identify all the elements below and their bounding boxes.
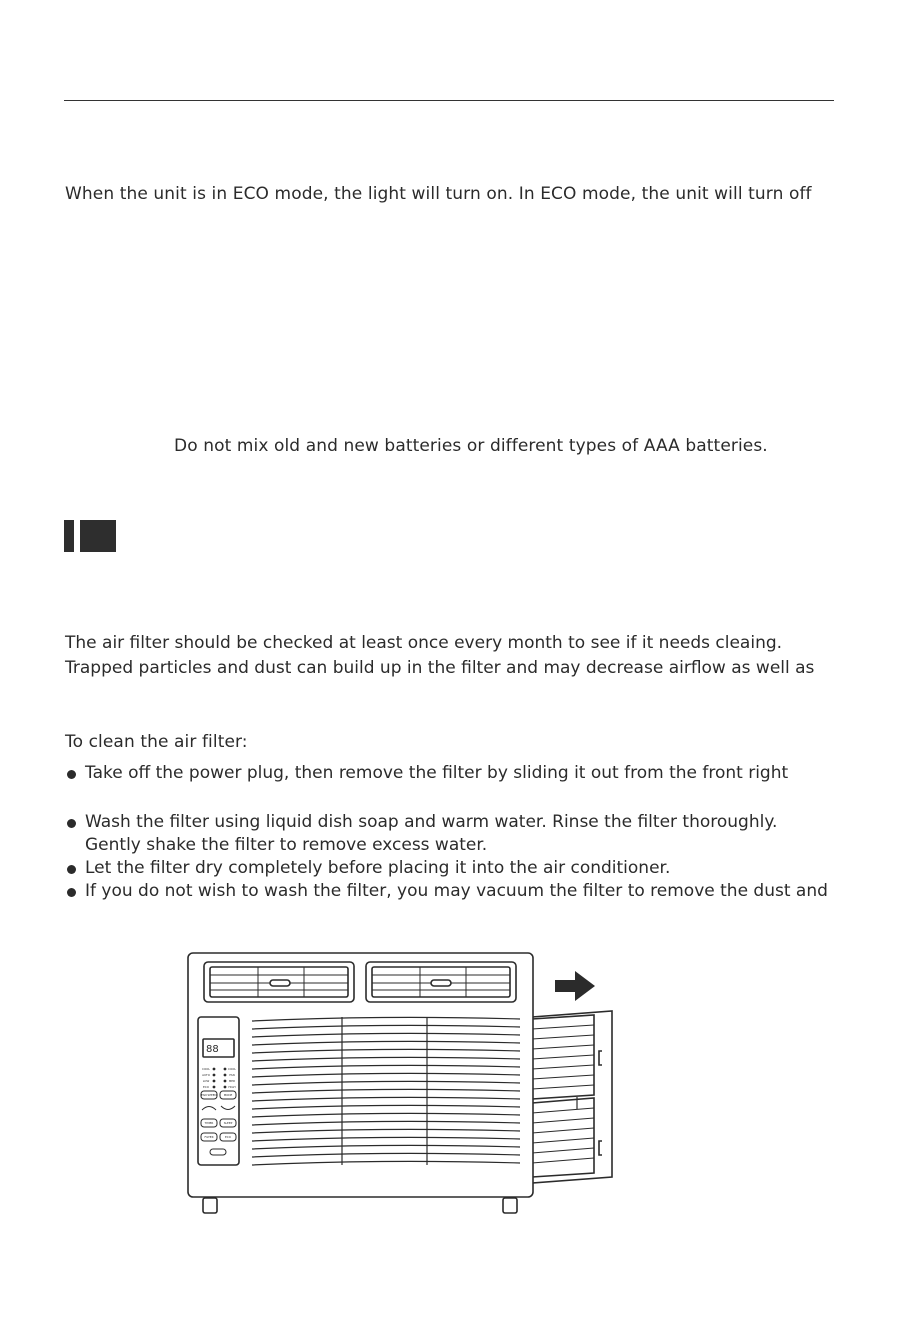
bullet-dot-icon [67, 865, 76, 874]
cleaning-steps-list [65, 762, 845, 903]
svg-text:SLEEP: SLEEP [223, 1121, 233, 1125]
air-conditioner-filter-illustration [180, 945, 640, 1220]
svg-text:FAN: FAN [229, 1073, 235, 1077]
list-item: Wash the filter using liquid dish soap and warm water. Rinse the filter thoroughly. Gently shake the filter to remove excess water. [65, 811, 845, 857]
svg-text:FILTER: FILTER [204, 1135, 214, 1139]
svg-text:ECO: ECO [225, 1135, 231, 1139]
list-item: Take off the power plug, then remove the filter by sliding it out from the front right [65, 762, 845, 785]
list-item: If you do not wish to wash the filter, you may vacuum the filter to remove the dust and [65, 880, 845, 903]
battery-warning: Do not mix old and new batteries or different types of AAA batteries. [174, 436, 768, 456]
bullet-dot-icon [67, 888, 76, 897]
section-marker [64, 520, 116, 552]
svg-text:MED: MED [228, 1079, 236, 1083]
header-rule [64, 100, 834, 101]
list-item: Let the filter dry completely before placing it into the air conditioner. [65, 857, 845, 880]
svg-text:LOW: LOW [202, 1079, 210, 1083]
filter-panel [532, 1011, 612, 1183]
filter-intro-line-1: The air filter should be checked at least once every month to see if it needs cleaing. [65, 633, 783, 653]
svg-text:COOL: COOL [228, 1067, 236, 1071]
panel-display: 88 [206, 1044, 219, 1055]
svg-text:TIMER: TIMER [204, 1121, 214, 1125]
arrow-right-icon [555, 971, 595, 1001]
bullet-dot-icon [67, 770, 76, 779]
clean-filter-heading: To clean the air filter: [65, 732, 248, 752]
svg-text:MODE: MODE [223, 1093, 233, 1097]
eco-mode-text: When the unit is in ECO mode, the light will turn on. In ECO mode, the unit will turn off [65, 184, 812, 204]
bullet-dot-icon [67, 819, 76, 828]
svg-text:COOL: COOL [202, 1067, 210, 1071]
svg-text:ECO: ECO [203, 1085, 209, 1089]
svg-text:HIGH: HIGH [228, 1085, 236, 1089]
svg-text:FAN SPEED: FAN SPEED [201, 1093, 217, 1097]
svg-text:AUTO: AUTO [202, 1073, 210, 1077]
filter-intro-line-2: Trapped particles and dust can build up in the filter and may decrease airflow as well as [65, 658, 815, 678]
